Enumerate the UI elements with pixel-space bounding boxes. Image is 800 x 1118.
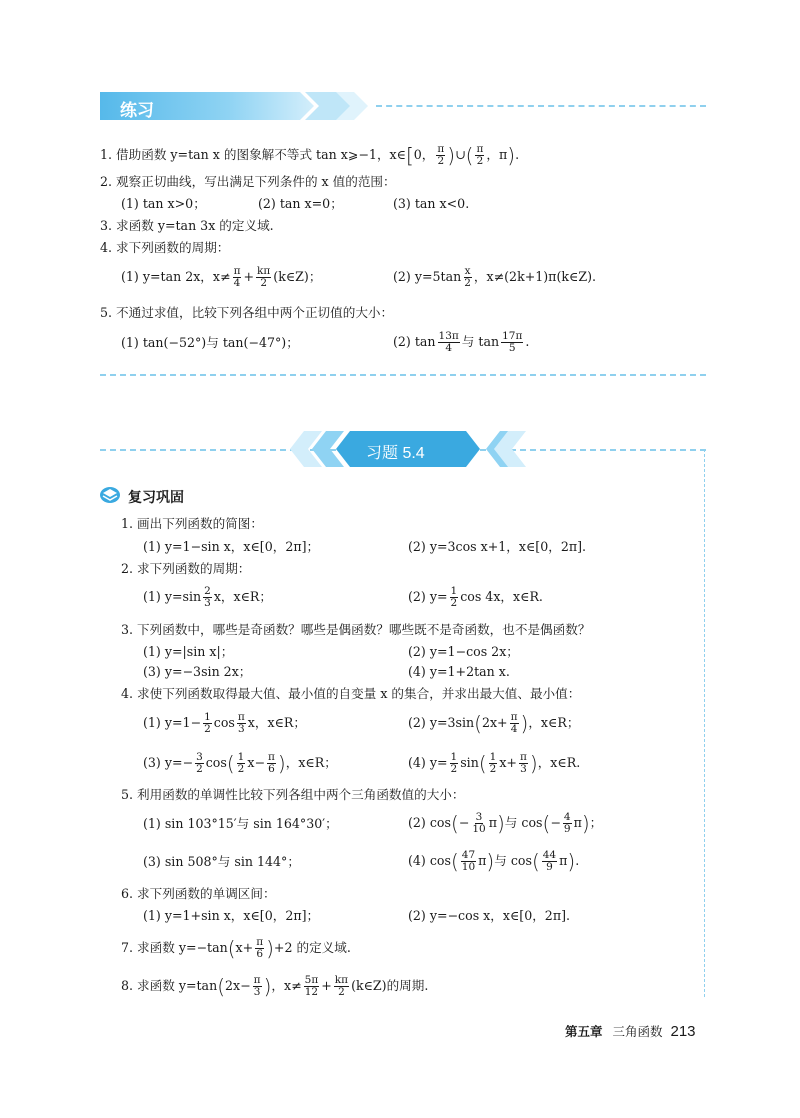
topic-label: 三角函数	[612, 1025, 663, 1039]
exercise-q5-part-2: (2) cos(− $\frac{3}{10}$ π)与 cos(− $\frac{4}{9}$ π)；	[408, 811, 603, 836]
practice-item-5-part-2: (2) tan $\frac{13\pi}{4}$ 与 tan $\frac{17\pi}{5}$ .	[393, 330, 530, 355]
exercise-q5-part-1: (1) sin 103°15′与 sin 164°30′；	[143, 816, 338, 831]
exercise-q3-part-3: (3) y=−3sin 2x；	[143, 664, 252, 679]
layers-icon	[99, 486, 121, 504]
page-number: 213	[670, 1023, 696, 1040]
exercise-q3-part-2: (2) y=1−cos 2x；	[408, 644, 519, 659]
practice-item-2-part-2: (2) tan x=0；	[258, 196, 343, 211]
item-text: 借助函数 y=tan x 的图象解不等式 tan x⩾−1，x∈	[116, 147, 406, 163]
exercise-q4-part-1: (1) y=1− $\frac{1}{2}$ cos $\frac{\pi}{3}$ x，x∈R；	[143, 711, 306, 736]
exercise-q6: 6. 求下列函数的单调区间：	[121, 886, 276, 901]
practice-item-2-part-1: (1) tan x>0；	[121, 196, 206, 211]
exercise-q8: 8. 求函数 y=tan(2x− $\frac{\pi}{3}$ )，x≠ $\frac{5\pi}{12}$ + $\frac{k\pi}{2}$ (k∈Z)的周期.	[121, 974, 429, 999]
section-title: 复习巩固	[128, 489, 184, 505]
exercise-q3-part-4: (4) y=1+2tan x.	[408, 664, 510, 679]
practice-item-1: 1. 借助函数 y=tan x 的图象解不等式 tan x⩾−1，x∈[0， $\frac{\pi}{2}$ )∪( $\frac{\pi}{2}$ ，π).	[100, 143, 520, 168]
exercise-q4-part-3: (3) y=− $\frac{3}{2}$ cos( $\frac{1}{2}$ x− $\frac{\pi}{6}$ )，x∈R；	[143, 751, 337, 776]
exercise-q5: 5. 利用函数的单调性比较下列各组中两个三角函数值的大小：	[121, 787, 465, 802]
exercise-q1-part-2: (2) y=3cos x+1，x∈[0，2π].	[408, 539, 587, 554]
exercise-q4: 4. 求使下列函数取得最大值、最小值的自变量 x 的集合，并求出最大值、最小值：	[121, 686, 581, 701]
exercise-q2-part-1: (1) y=sin $\frac{2}{3}$ x，x∈R；	[143, 585, 273, 610]
exercise-q2: 2. 求下列函数的周期：	[121, 561, 251, 576]
exercise-title: 习题 5.4	[366, 445, 425, 462]
exercise-q1-part-1: (1) y=1−sin x，x∈[0，2π]；	[143, 539, 320, 554]
item-number: 1.	[100, 147, 113, 163]
practice-top-divider	[376, 105, 706, 107]
practice-item-4: 4. 求下列函数的周期：	[100, 240, 230, 255]
exercise-q3-part-1: (1) y=|sin x|；	[143, 644, 234, 659]
practice-item-2: 2. 观察正切曲线，写出满足下列条件的 x 值的范围：	[100, 174, 396, 189]
chapter-label: 第五章	[565, 1025, 603, 1039]
exercise-q1: 1. 画出下列函数的简图：	[121, 516, 263, 531]
exercise-q7: 7. 求函数 y=−tan(x+ $\frac{\pi}{6}$ )+2 的定义域.	[121, 936, 351, 961]
exercise-q4-part-2: (2) y=3sin(2x+ $\frac{\pi}{4}$ )，x∈R；	[408, 711, 580, 736]
exercise-q3: 3. 下列函数中，哪些是奇函数？哪些是偶函数？哪些既不是奇函数，也不是偶函数？	[121, 622, 591, 637]
practice-item-2-part-3: (3) tan x<0.	[393, 196, 470, 211]
exercise-q5-part-4: (4) cos( $\frac{47}{10}$ π)与 cos( $\frac{44}{9}$ π).	[408, 849, 580, 874]
exercise-q4-part-4: (4) y= $\frac{1}{2}$ sin( $\frac{1}{2}$ x+ $\frac{\pi}{3}$ )，x∈R.	[408, 751, 581, 776]
exercise-right-border	[704, 449, 705, 997]
practice-bottom-divider	[100, 374, 706, 376]
practice-item-5-part-1: (1) tan(−52°)与 tan(−47°)；	[121, 335, 299, 350]
exercise-q6-part-1: (1) y=1+sin x，x∈[0，2π]；	[143, 908, 320, 923]
exercise-q2-part-2: (2) y= $\frac{1}{2}$ cos 4x，x∈R.	[408, 585, 543, 610]
practice-item-3: 3. 求函数 y=tan 3x 的定义域.	[100, 218, 274, 233]
exercise-q5-part-3: (3) sin 508°与 sin 144°；	[143, 854, 300, 869]
practice-item-4-part-2: (2) y=5tan $\frac{x}{2}$ ，x≠(2k+1)π(k∈Z).	[393, 265, 596, 290]
page-footer	[565, 1022, 696, 1040]
practice-item-4-part-1: (1) y=tan 2x，x≠ $\frac{\pi}{4}$ + $\frac{k\pi}{2}$ (k∈Z)；	[121, 265, 322, 290]
exercise-q6-part-2: (2) y=−cos x，x∈[0，2π].	[408, 908, 571, 923]
practice-title: 练习	[120, 101, 154, 120]
practice-item-5: 5. 不通过求值，比较下列各组中两个正切值的大小：	[100, 305, 394, 320]
